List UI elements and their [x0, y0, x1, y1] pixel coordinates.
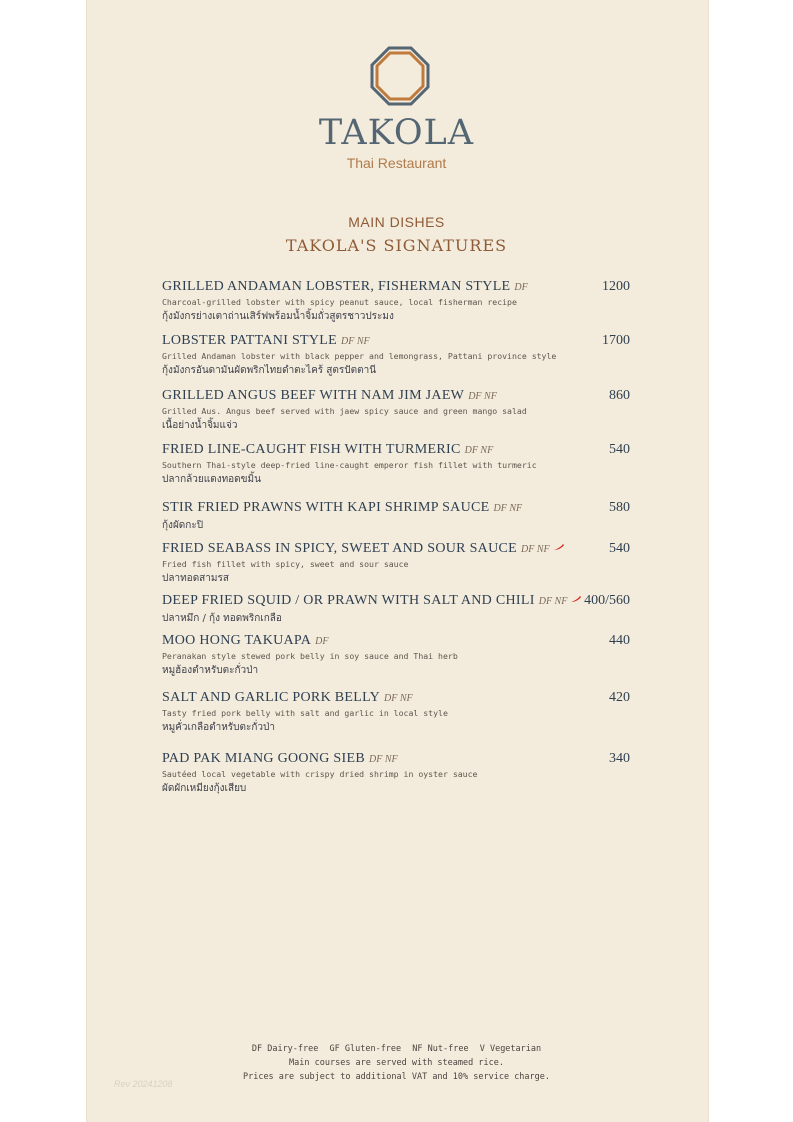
pricing-note: Prices are subject to additional VAT and 10% service charge. — [242, 1072, 551, 1082]
menu-item — [162, 593, 632, 626]
item-thai-name: กุ้งผัดกะปิ — [162, 520, 204, 531]
menu-item — [162, 333, 632, 378]
item-description: Grilled Andaman lobster with black pepper and lemongrass, Pattani province style — [162, 351, 557, 361]
item-tags: DF NF — [383, 693, 413, 704]
item-tags: DF NF — [538, 596, 568, 607]
legend-vegetarian: V Vegetarian — [479, 1044, 542, 1054]
item-thai-name: เนื้อย่างน้ำจิ้มแจ่ว — [162, 420, 238, 431]
item-thai-name: ปลาทอดสามรส — [162, 573, 229, 584]
item-description: Charcoal-grilled lobster with spicy peanut sauce, local fisherman recipe — [162, 297, 517, 307]
item-description: Sautéed local vegetable with crispy dried shrimp in oyster sauce — [162, 769, 478, 779]
item-name: SALT AND GARLIC PORK BELLY DF NF — [162, 690, 413, 705]
dietary-legend — [86, 1044, 707, 1054]
item-name: DEEP FRIED SQUID / OR PRAWN WITH SALT AND CHILI DF NF — [162, 593, 632, 609]
item-description: Fried fish fillet with spicy, sweet and sour sauce — [162, 559, 409, 569]
menu-item — [162, 541, 632, 586]
menu-item — [162, 500, 632, 533]
item-price: 400/560 — [584, 593, 630, 608]
item-thai-name: ผัดผักเหมียงกุ้งเสียบ — [162, 783, 247, 794]
item-price: 540 — [609, 541, 630, 556]
item-tags: DF NF — [341, 336, 370, 347]
chili-icon — [571, 596, 581, 602]
rice-note: Main courses are served with steamed rice. — [289, 1058, 504, 1068]
item-price: 540 — [609, 442, 630, 457]
item-tags: DF NF — [468, 391, 497, 402]
item-price: 420 — [609, 690, 630, 705]
item-name: GRILLED ANDAMAN LOBSTER, FISHERMAN STYLE DF — [162, 279, 528, 294]
menu-item — [162, 751, 632, 796]
item-price: 340 — [609, 751, 630, 766]
item-name: STIR FRIED PRAWNS WITH KAPI SHRIMP SAUCE DF NF — [162, 500, 523, 515]
legend-nut-free: NF Nut-free — [412, 1044, 469, 1054]
revision-stamp: Rev 20241208 — [114, 1079, 173, 1089]
section-title: TAKOLA'S SIGNATURES — [285, 236, 508, 255]
item-description: Tasty fried pork belly with salt and garlic in local style — [162, 708, 448, 718]
restaurant-subtitle: Thai Restaurant — [346, 155, 447, 171]
item-tags: DF — [514, 282, 528, 293]
legend-gluten-free: GF Gluten-free — [329, 1044, 402, 1054]
item-thai-name: หมูฮ้องตำหรับตะกั่วป่า — [162, 665, 259, 676]
item-name: MOO HONG TAKUAPA DF — [162, 633, 329, 648]
item-price: 580 — [609, 500, 630, 515]
item-name: PAD PAK MIANG GOONG SIEB DF NF — [162, 751, 398, 766]
restaurant-name: TAKOLA — [318, 113, 475, 153]
item-tags: DF NF — [368, 754, 398, 765]
item-thai-name: ปลาหมึก / กุ้ง ทอดพริกเกลือ — [162, 613, 282, 624]
menu-item — [162, 442, 632, 487]
item-price: 860 — [609, 388, 630, 403]
menu-item — [162, 690, 632, 735]
menu-item — [162, 279, 632, 324]
item-tags: DF NF — [464, 445, 494, 456]
item-price: 1700 — [602, 333, 630, 348]
item-price: 440 — [609, 633, 630, 648]
menu-item — [162, 633, 632, 678]
item-name: GRILLED ANGUS BEEF WITH NAM JIM JAEW DF NF — [162, 388, 497, 403]
item-tags: DF NF — [493, 503, 523, 514]
item-tags: DF — [315, 636, 329, 647]
item-thai-name: กุ้งมังกรอันดามันผัดพริกไทยดำตะไคร้ สูตรปัตตานี — [162, 365, 377, 376]
item-description: Grilled Aus. Angus beef served with jaew spicy sauce and green mango salad — [162, 406, 527, 416]
item-tags: DF NF — [520, 544, 550, 555]
chili-icon — [554, 544, 564, 550]
item-price: 1200 — [602, 279, 630, 294]
item-name: FRIED SEABASS IN SPICY, SWEET AND SOUR SAUCE DF NF — [162, 541, 632, 557]
section-label: MAIN DISHES — [348, 214, 445, 230]
item-thai-name: หมูคั่วเกลือตำหรับตะกั่วป่า — [162, 722, 276, 733]
takola-logo-icon — [369, 45, 431, 107]
legend-dairy-free: DF Dairy-free — [251, 1044, 319, 1054]
menu-item — [162, 388, 632, 433]
item-name: FRIED LINE-CAUGHT FISH WITH TURMERIC DF NF — [162, 442, 494, 457]
item-thai-name: กุ้งมังกรย่างเตาถ่านเสิร์ฟพร้อมน้ำจิ้มถั่วสูตรชาวประมง — [162, 311, 394, 322]
item-name: LOBSTER PATTANI STYLE DF NF — [162, 333, 370, 348]
item-thai-name: ปลากล้วยแดงทอดขมิ้น — [162, 474, 261, 485]
item-description: Southern Thai-style deep-fried line-caught emperor fish fillet with turmeric — [162, 460, 537, 470]
item-description: Peranakan style stewed pork belly in soy sauce and Thai herb — [162, 651, 458, 661]
